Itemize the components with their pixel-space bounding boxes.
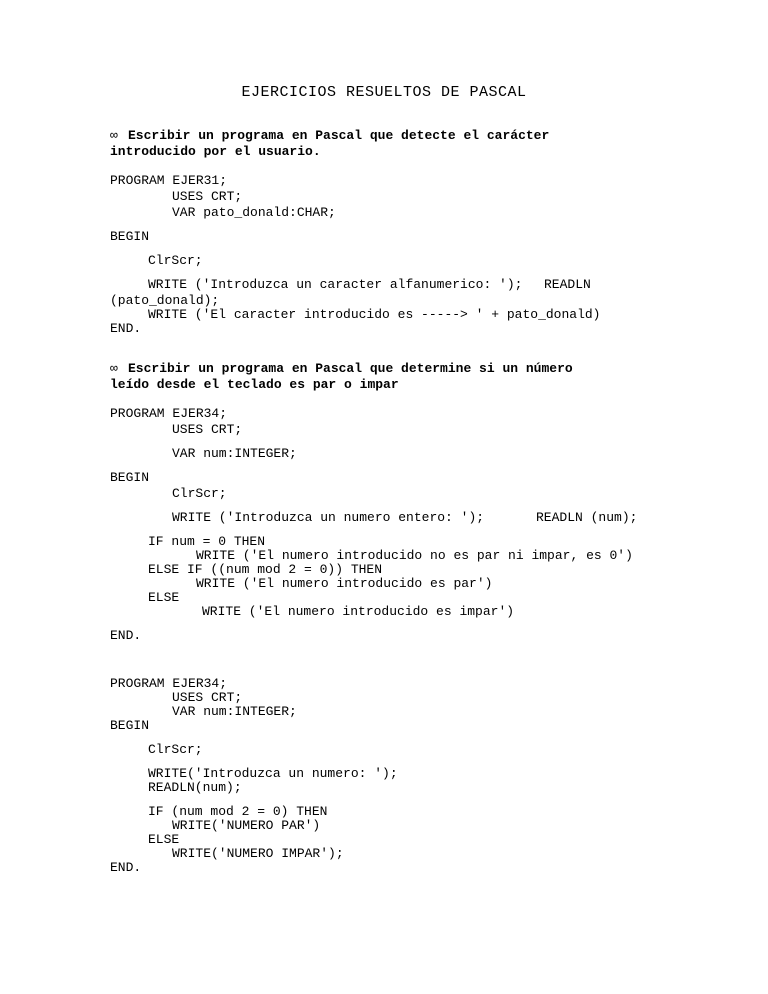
code-line: WRITE ('Introduzca un numero entero: ');	[172, 510, 485, 525]
code-line: READLN (num);	[536, 510, 638, 525]
code-line: VAR num:INTEGER;	[172, 446, 297, 461]
code-line: BEGIN	[110, 718, 150, 733]
code-line: WRITE('Introduzca un numero: ');	[148, 766, 398, 781]
code-line: BEGIN	[110, 470, 150, 485]
code-line: END.	[110, 321, 142, 336]
exercise-2-heading	[110, 361, 630, 393]
bullet-icon: ∞	[110, 128, 118, 143]
code-line: USES CRT;	[172, 690, 243, 705]
code-line: END.	[110, 860, 142, 875]
code-line: BEGIN	[110, 229, 150, 244]
code-line: ClrScr;	[172, 486, 227, 501]
code-line: VAR pato_donald:CHAR;	[172, 205, 336, 220]
code-line: WRITE('NUMERO PAR')	[172, 818, 321, 833]
code-line: USES CRT;	[172, 422, 243, 437]
document-title: EJERCICIOS RESUELTOS DE PASCAL	[241, 84, 527, 101]
exercise-2-heading-line1: Escribir un programa en Pascal que determine si un número	[128, 361, 573, 376]
code-line: IF (num mod 2 = 0) THEN	[148, 804, 328, 819]
code-line: ELSE	[148, 832, 180, 847]
code-line: WRITE('NUMERO IMPAR');	[172, 846, 344, 861]
code-line: WRITE ('El numero introducido es impar')	[202, 604, 515, 619]
code-line: ELSE IF ((num mod 2 = 0)) THEN	[148, 562, 383, 577]
code-line: ELSE	[148, 590, 180, 605]
code-line: PROGRAM EJER31;	[110, 173, 228, 188]
code-line: (pato_donald);	[110, 293, 220, 308]
code-line: END.	[110, 628, 142, 643]
bullet-icon: ∞	[110, 361, 118, 376]
code-line: WRITE ('El numero introducido no es par ni impar, es 0')	[196, 548, 633, 563]
exercise-2-heading-line2: leído desde el teclado es par o impar	[110, 377, 399, 392]
code-line: ClrScr;	[148, 742, 203, 757]
exercise-1-heading-line1: Escribir un programa en Pascal que detecte el carácter	[128, 128, 550, 143]
code-line: WRITE ('El caracter introducido es -----> ' + pato_donald)	[148, 307, 601, 322]
code-line: ClrScr;	[148, 253, 203, 268]
code-line: READLN	[544, 277, 591, 292]
code-line: PROGRAM EJER34;	[110, 676, 228, 691]
code-line: WRITE ('El numero introducido es par')	[196, 576, 493, 591]
code-line: READLN(num);	[148, 780, 242, 795]
code-line: PROGRAM EJER34;	[110, 406, 228, 421]
code-line: WRITE ('Introduzca un caracter alfanumerico: ');	[148, 277, 523, 292]
code-line: VAR num:INTEGER;	[172, 704, 297, 719]
exercise-1-heading-line2: introducido por el usuario.	[110, 144, 321, 159]
code-line: USES CRT;	[172, 189, 243, 204]
exercise-1-heading	[110, 128, 630, 160]
code-line: IF num = 0 THEN	[148, 534, 266, 549]
